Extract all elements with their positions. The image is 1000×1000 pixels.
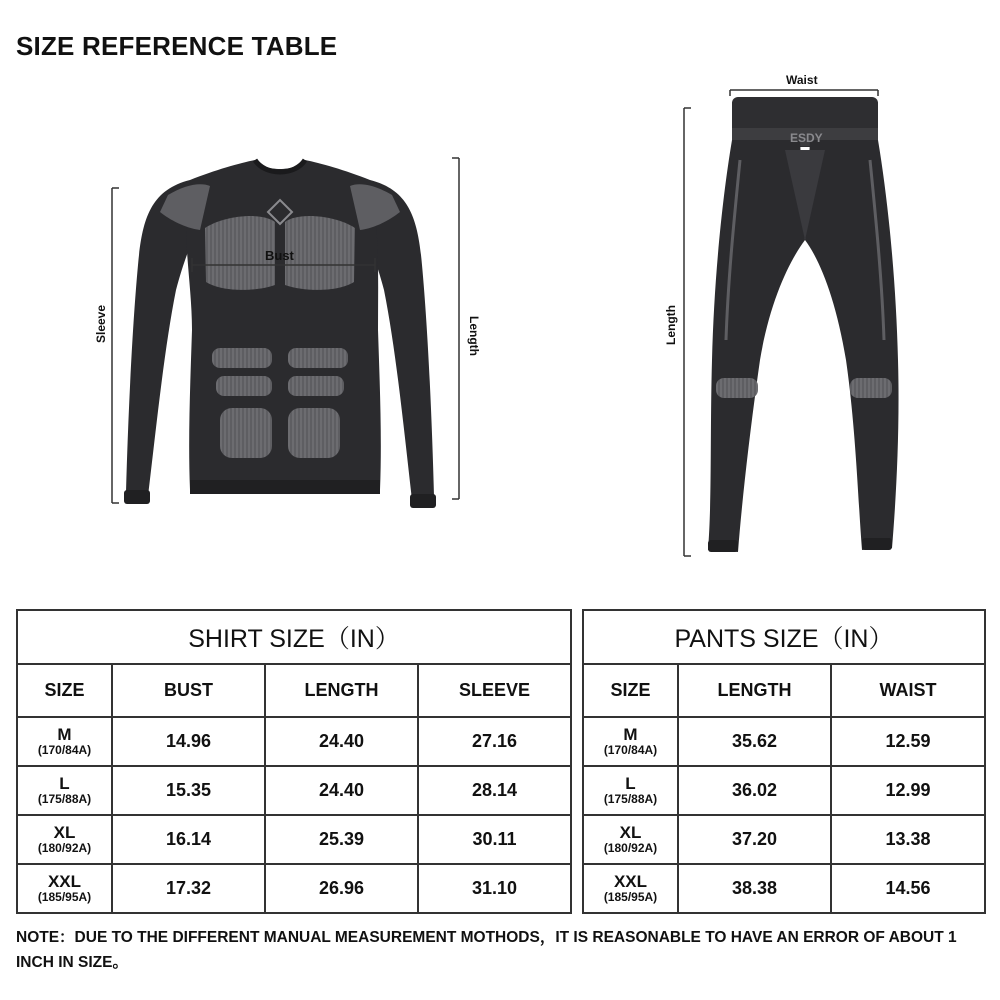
waist-value: 12.99 [831,766,985,815]
size-name: XXL [47,872,82,891]
waist-value: 14.56 [831,864,985,913]
size-cell [17,815,112,864]
shirt-header-bust: BUST [112,664,265,717]
table-row [583,864,985,913]
sleeve-value: 30.11 [418,815,571,864]
pants-size-table [582,609,986,914]
size-code: (170/84A) [37,743,92,757]
bust-value: 15.35 [112,766,265,815]
bust-value: 16.14 [112,815,265,864]
waist-label: Waist [786,73,818,87]
pants-header-length: LENGTH [678,664,831,717]
size-code: (175/88A) [37,792,92,806]
length-value: 24.40 [265,717,418,766]
size-name: L [59,774,70,793]
table-row [17,815,571,864]
table-row [17,766,571,815]
size-cell [17,766,112,815]
size-code: (180/92A) [37,841,92,855]
shirt-length-label: Length [467,316,481,356]
size-name: M [57,725,72,744]
bust-value: 17.32 [112,864,265,913]
bust-value: 14.96 [112,717,265,766]
table-row [583,815,985,864]
table-row [583,717,985,766]
size-cell [583,815,678,864]
waist-value: 13.38 [831,815,985,864]
shirt-header-sleeve: SLEEVE [418,664,571,717]
size-code: (185/95A) [37,890,92,904]
pants-header-waist: WAIST [831,664,985,717]
shirt-size-table [16,609,572,914]
size-name: XL [619,823,642,842]
pants-image [708,97,899,552]
table-row [17,864,571,913]
page-title: SIZE REFERENCE TABLE [16,31,338,61]
size-code: (185/95A) [603,890,658,904]
sleeve-value: 31.10 [418,864,571,913]
length-value: 36.02 [678,766,831,815]
size-name: XXL [613,872,648,891]
table-row [17,717,571,766]
sleeve-label: Sleeve [94,304,108,343]
sleeve-value: 27.16 [418,717,571,766]
pants-table-caption: PANTS SIZE（IN） [583,610,985,664]
pants-logo-text: ESDY [790,131,823,145]
size-cell [583,864,678,913]
measurement-note: NOTE：DUE TO THE DIFFERENT MANUAL MEASUREMENT MOTHODS，IT IS REASONABLE TO HAVE AN ERROR OF ABOUT 1 INCH IN SIZE。 [16,929,957,971]
size-cell [17,864,112,913]
bust-label: Bust [265,248,294,263]
length-value: 38.38 [678,864,831,913]
size-name: L [625,774,636,793]
length-value: 35.62 [678,717,831,766]
size-code: (170/84A) [603,743,658,757]
shirt-header-size: SIZE [17,664,112,717]
sleeve-value: 28.14 [418,766,571,815]
length-value: 24.40 [265,766,418,815]
shirt-image [124,160,436,508]
size-code: (175/88A) [603,792,658,806]
size-code: (180/92A) [603,841,658,855]
size-name: M [623,725,638,744]
length-value: 26.96 [265,864,418,913]
size-name: XL [53,823,76,842]
waist-value: 12.59 [831,717,985,766]
length-value: 25.39 [265,815,418,864]
length-value: 37.20 [678,815,831,864]
pants-length-label: Length [664,305,678,345]
shirt-header-length: LENGTH [265,664,418,717]
size-cell [583,717,678,766]
size-cell [17,717,112,766]
size-cell [583,766,678,815]
table-row [583,766,985,815]
pants-header-size: SIZE [583,664,678,717]
shirt-table-caption: SHIRT SIZE（IN） [17,610,571,664]
